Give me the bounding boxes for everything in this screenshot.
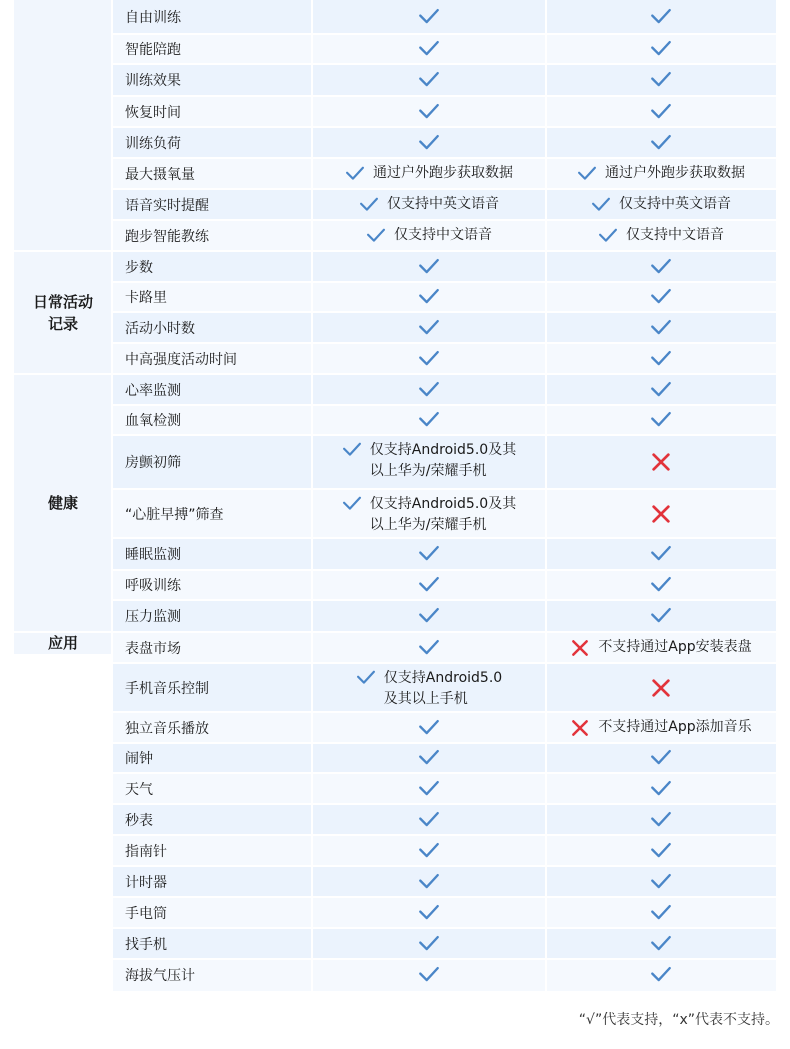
row-divider bbox=[112, 281, 776, 283]
feature-comparison-table bbox=[14, 0, 776, 994]
support-cell-model-b bbox=[546, 127, 776, 158]
check-icon bbox=[650, 574, 672, 596]
check-icon bbox=[650, 132, 672, 154]
support-cell-model-b bbox=[546, 570, 776, 600]
check-icon bbox=[650, 809, 672, 831]
support-cell-model-a bbox=[312, 0, 546, 34]
support-cell-model-b bbox=[546, 96, 776, 127]
support-cell-model-a bbox=[312, 489, 546, 538]
support-note: 仅支持中英文语音 bbox=[387, 196, 499, 212]
support-cell-model-a bbox=[312, 538, 546, 570]
support-cell-model-b bbox=[546, 489, 776, 538]
feature-label: 指南针 bbox=[112, 835, 312, 866]
check-icon bbox=[650, 605, 672, 627]
check-icon bbox=[418, 964, 440, 986]
check-icon bbox=[650, 902, 672, 924]
feature-label: 睡眠监测 bbox=[112, 538, 312, 570]
check-icon bbox=[418, 409, 440, 431]
cross-icon bbox=[650, 677, 672, 699]
check-icon bbox=[650, 38, 672, 60]
support-cell-model-a bbox=[312, 96, 546, 127]
feature-label: 活动小时数 bbox=[112, 312, 312, 343]
check-icon bbox=[650, 6, 672, 28]
row-divider bbox=[112, 742, 776, 744]
support-cell-model-b bbox=[546, 632, 776, 663]
row-divider bbox=[112, 219, 776, 221]
row-divider bbox=[112, 342, 776, 344]
check-icon bbox=[650, 317, 672, 339]
row-divider bbox=[112, 834, 776, 836]
row-divider bbox=[112, 711, 776, 713]
support-cell-model-b bbox=[546, 538, 776, 570]
check-icon bbox=[418, 871, 440, 893]
support-cell-model-a bbox=[312, 189, 546, 220]
support-cell-model-a bbox=[312, 251, 546, 282]
check-icon bbox=[342, 494, 362, 514]
row-divider bbox=[112, 311, 776, 313]
support-note: 不支持通过App安装表盘 bbox=[598, 639, 752, 655]
check-icon bbox=[650, 543, 672, 565]
support-cell-model-b bbox=[546, 804, 776, 835]
feature-label: 独立音乐播放 bbox=[112, 712, 312, 743]
check-icon bbox=[418, 574, 440, 596]
column-divider bbox=[311, 0, 313, 994]
support-cell-model-b bbox=[546, 866, 776, 897]
support-cell-model-a bbox=[312, 804, 546, 835]
feature-label: 压力监测 bbox=[112, 600, 312, 632]
support-cell-model-a bbox=[312, 773, 546, 804]
column-divider bbox=[111, 0, 113, 994]
support-cell-model-b bbox=[546, 928, 776, 959]
support-note: 仅支持Android5.0及其 以上华为/荣耀手机 bbox=[369, 442, 517, 479]
support-cell-model-a bbox=[312, 312, 546, 343]
support-cell-model-b bbox=[546, 743, 776, 773]
row-divider bbox=[112, 865, 776, 867]
support-note: 仅支持Android5.0 及其以上手机 bbox=[383, 670, 503, 707]
check-icon bbox=[418, 6, 440, 28]
legend-footnote: “√”代表支持，“x”代表不支持。 bbox=[578, 1012, 779, 1028]
check-icon bbox=[418, 256, 440, 278]
check-icon bbox=[650, 379, 672, 401]
support-cell-model-a bbox=[312, 158, 546, 189]
check-icon bbox=[418, 543, 440, 565]
support-cell-model-a bbox=[312, 435, 546, 489]
feature-label: 中高强度活动时间 bbox=[112, 343, 312, 374]
support-cell-model-b bbox=[546, 282, 776, 312]
check-icon bbox=[650, 964, 672, 986]
support-cell-model-b bbox=[546, 959, 776, 991]
check-icon bbox=[650, 286, 672, 308]
category-cell: 应用 bbox=[14, 632, 112, 654]
check-icon bbox=[418, 605, 440, 627]
feature-label: 计时器 bbox=[112, 866, 312, 897]
support-cell-model-a bbox=[312, 34, 546, 64]
check-icon bbox=[359, 195, 379, 215]
check-icon bbox=[418, 286, 440, 308]
category-cell: 健康 bbox=[14, 374, 112, 632]
feature-label: “心脏早搏”筛查 bbox=[112, 489, 312, 538]
row-divider bbox=[112, 537, 776, 539]
check-icon bbox=[418, 933, 440, 955]
feature-label: 呼吸训练 bbox=[112, 570, 312, 600]
check-icon bbox=[650, 101, 672, 123]
check-icon bbox=[418, 101, 440, 123]
support-cell-model-b bbox=[546, 405, 776, 435]
support-cell-model-b bbox=[546, 343, 776, 374]
support-cell-model-b bbox=[546, 220, 776, 251]
feature-label: 卡路里 bbox=[112, 282, 312, 312]
feature-label: 跑步智能教练 bbox=[112, 220, 312, 251]
support-cell-model-b bbox=[546, 835, 776, 866]
feature-label: 自由训练 bbox=[112, 0, 312, 34]
support-note: 仅支持Android5.0及其 以上华为/荣耀手机 bbox=[369, 496, 517, 533]
check-icon bbox=[650, 933, 672, 955]
check-icon bbox=[418, 132, 440, 154]
support-note: 不支持通过App添加音乐 bbox=[598, 719, 752, 735]
support-cell-model-b bbox=[546, 435, 776, 489]
check-icon bbox=[356, 668, 376, 688]
check-icon bbox=[418, 69, 440, 91]
support-cell-model-b bbox=[546, 312, 776, 343]
feature-label: 天气 bbox=[112, 773, 312, 804]
row-divider bbox=[112, 188, 776, 190]
row-divider bbox=[112, 772, 776, 774]
row-divider bbox=[14, 373, 776, 375]
cross-icon bbox=[570, 718, 590, 738]
row-divider bbox=[112, 157, 776, 159]
row-divider bbox=[112, 896, 776, 898]
feature-label: 训练效果 bbox=[112, 64, 312, 96]
check-icon bbox=[650, 256, 672, 278]
feature-label: 心率监测 bbox=[112, 374, 312, 405]
support-cell-model-a bbox=[312, 663, 546, 712]
support-cell-model-a bbox=[312, 127, 546, 158]
feature-label: 血氧检测 bbox=[112, 405, 312, 435]
support-cell-model-b bbox=[546, 34, 776, 64]
feature-label: 最大摄氧量 bbox=[112, 158, 312, 189]
check-icon bbox=[577, 164, 597, 184]
support-cell-model-a bbox=[312, 743, 546, 773]
row-divider bbox=[112, 662, 776, 664]
check-icon bbox=[418, 317, 440, 339]
feature-label: 手机音乐控制 bbox=[112, 663, 312, 712]
row-divider bbox=[112, 404, 776, 406]
feature-label: 步数 bbox=[112, 251, 312, 282]
row-divider bbox=[112, 95, 776, 97]
column-divider bbox=[545, 0, 547, 994]
support-cell-model-b bbox=[546, 374, 776, 405]
feature-label: 表盘市场 bbox=[112, 632, 312, 663]
check-icon bbox=[650, 409, 672, 431]
support-cell-model-a bbox=[312, 374, 546, 405]
support-cell-model-a bbox=[312, 405, 546, 435]
support-cell-model-a bbox=[312, 632, 546, 663]
check-icon bbox=[598, 226, 618, 246]
feature-label: 找手机 bbox=[112, 928, 312, 959]
support-cell-model-a bbox=[312, 600, 546, 632]
check-icon bbox=[650, 871, 672, 893]
feature-label: 手电筒 bbox=[112, 897, 312, 928]
support-cell-model-a bbox=[312, 220, 546, 251]
check-icon bbox=[418, 38, 440, 60]
cross-icon bbox=[650, 451, 672, 473]
row-divider bbox=[112, 434, 776, 436]
support-cell-model-a bbox=[312, 959, 546, 991]
check-icon bbox=[342, 440, 362, 460]
row-divider bbox=[112, 599, 776, 601]
support-cell-model-a bbox=[312, 64, 546, 96]
support-cell-model-a bbox=[312, 712, 546, 743]
support-cell-model-b bbox=[546, 158, 776, 189]
cross-icon bbox=[570, 638, 590, 658]
row-divider bbox=[112, 569, 776, 571]
support-cell-model-b bbox=[546, 64, 776, 96]
check-icon bbox=[366, 226, 386, 246]
row-divider bbox=[112, 126, 776, 128]
feature-label: 房颤初筛 bbox=[112, 435, 312, 489]
support-cell-model-b bbox=[546, 773, 776, 804]
category-cell bbox=[14, 0, 112, 251]
check-icon bbox=[418, 778, 440, 800]
check-icon bbox=[650, 747, 672, 769]
row-divider bbox=[112, 958, 776, 960]
check-icon bbox=[650, 69, 672, 91]
row-divider bbox=[112, 33, 776, 35]
support-cell-model-b bbox=[546, 189, 776, 220]
feature-label: 海拔气压计 bbox=[112, 959, 312, 991]
support-note: 仅支持中文语音 bbox=[394, 227, 492, 243]
support-cell-model-a bbox=[312, 928, 546, 959]
check-icon bbox=[418, 840, 440, 862]
check-icon bbox=[591, 195, 611, 215]
row-divider bbox=[14, 631, 776, 633]
support-cell-model-b bbox=[546, 600, 776, 632]
support-cell-model-a bbox=[312, 570, 546, 600]
row-divider bbox=[112, 803, 776, 805]
row-divider bbox=[112, 488, 776, 490]
check-icon bbox=[650, 840, 672, 862]
feature-label: 秒表 bbox=[112, 804, 312, 835]
support-note: 通过户外跑步获取数据 bbox=[373, 165, 513, 181]
support-note: 仅支持中文语音 bbox=[626, 227, 724, 243]
check-icon bbox=[418, 348, 440, 370]
check-icon bbox=[418, 747, 440, 769]
feature-label: 智能陪跑 bbox=[112, 34, 312, 64]
row-divider bbox=[112, 63, 776, 65]
support-cell-model-b bbox=[546, 251, 776, 282]
row-divider bbox=[14, 250, 776, 252]
support-note: 仅支持中英文语音 bbox=[619, 196, 731, 212]
support-cell-model-b bbox=[546, 0, 776, 34]
support-cell-model-b bbox=[546, 897, 776, 928]
feature-label: 训练负荷 bbox=[112, 127, 312, 158]
feature-label: 闹钟 bbox=[112, 743, 312, 773]
support-cell-model-a bbox=[312, 835, 546, 866]
check-icon bbox=[650, 348, 672, 370]
cross-icon bbox=[650, 503, 672, 525]
feature-label: 语音实时提醒 bbox=[112, 189, 312, 220]
check-icon bbox=[345, 164, 365, 184]
feature-label: 恢复时间 bbox=[112, 96, 312, 127]
check-icon bbox=[418, 637, 440, 659]
row-divider bbox=[112, 927, 776, 929]
category-cell: 日常活动 记录 bbox=[14, 251, 112, 374]
support-note: 通过户外跑步获取数据 bbox=[605, 165, 745, 181]
check-icon bbox=[418, 902, 440, 924]
check-icon bbox=[418, 809, 440, 831]
support-cell-model-a bbox=[312, 282, 546, 312]
check-icon bbox=[650, 778, 672, 800]
check-icon bbox=[418, 379, 440, 401]
support-cell-model-a bbox=[312, 897, 546, 928]
support-cell-model-a bbox=[312, 866, 546, 897]
check-icon bbox=[418, 717, 440, 739]
support-cell-model-a bbox=[312, 343, 546, 374]
support-cell-model-b bbox=[546, 663, 776, 712]
support-cell-model-b bbox=[546, 712, 776, 743]
